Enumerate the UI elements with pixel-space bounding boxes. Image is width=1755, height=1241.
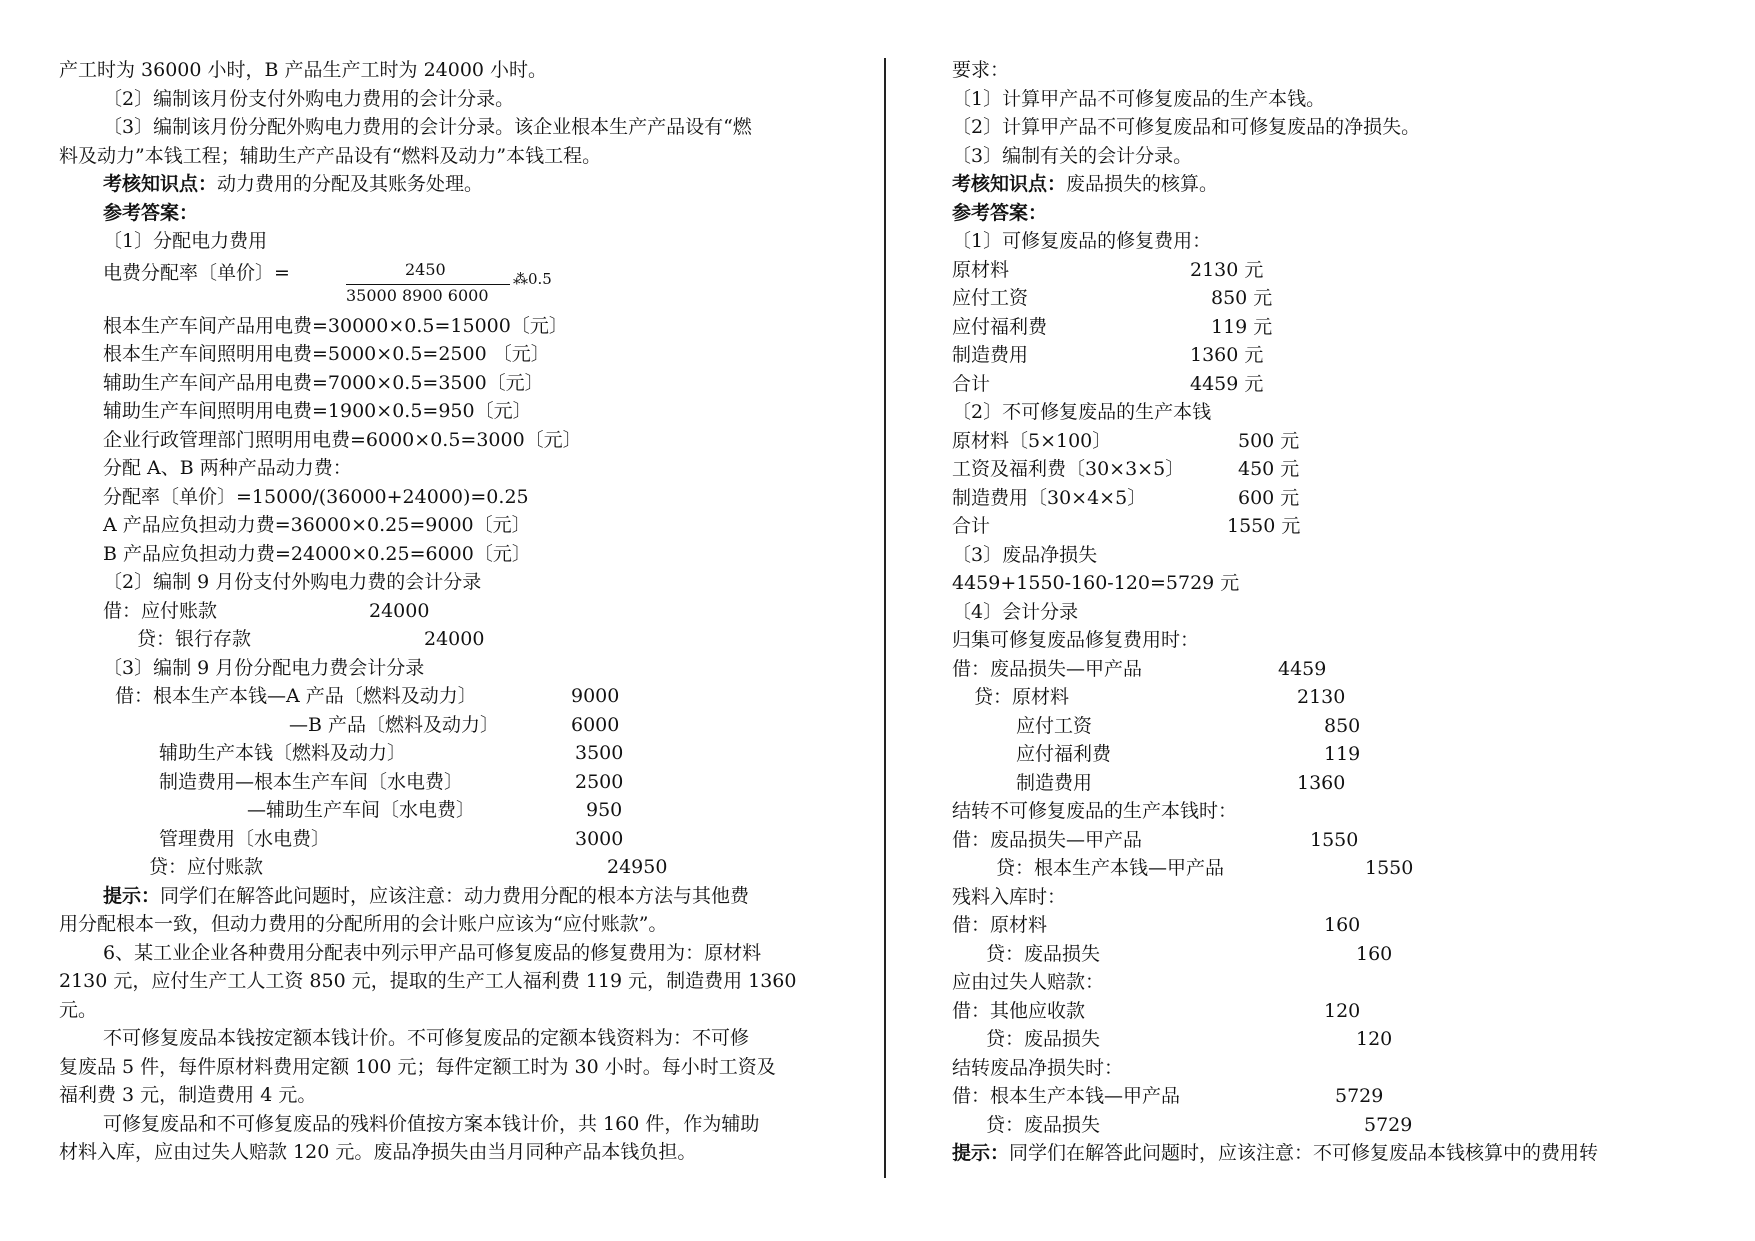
amount: 950 (586, 799, 623, 821)
rate-result: ⁂0.5 (513, 269, 552, 288)
text-line: 福利费 3 元，制造费用 4 元。 (59, 1084, 317, 1106)
text-line: 辅助生产车间照明用电费=1900×0.5=950〔元〕 (103, 400, 532, 422)
text-line: 〔2〕不可修复废品的生产本钱 (952, 401, 1212, 423)
text-line: 根本生产车间产品用电费=30000×0.5=15000〔元〕 (103, 314, 568, 337)
text-line: 〔1〕分配电力费用 (103, 230, 268, 252)
tip-label: 提示： (952, 1142, 1010, 1164)
text-line: 结转废品净损失时： (952, 1056, 1124, 1079)
journal-line (59, 825, 864, 854)
account-name: 原材料 (952, 258, 1010, 281)
answer-heading: 参考答案： (103, 201, 199, 224)
text-line: 辅助生产车间产品用电费=7000×0.5=3500〔元〕 (103, 371, 544, 394)
account-name: 借：废品损失—甲产品 (952, 828, 1143, 851)
text-line: 〔2〕编制该月份支付外购电力费用的会计分录。 (103, 87, 515, 110)
account-name: 贷：废品损失 (986, 1028, 1101, 1050)
amount: 450 元 (1238, 458, 1300, 480)
amount: 1550 (1310, 828, 1359, 851)
amount: 1360 (1297, 771, 1346, 794)
amount: 2130 (1297, 686, 1346, 708)
amount: 1550 元 (1227, 515, 1301, 537)
account-name: 借：废品损失—甲产品 (952, 657, 1143, 680)
account-name: 借：原材料 (952, 914, 1048, 936)
table-row (952, 911, 1722, 940)
account-name: 贷：银行存款 (137, 628, 252, 650)
amount: 9000 (571, 685, 620, 707)
text-line: 〔1〕可修复废品的修复费用： (952, 230, 1212, 252)
journal-line (59, 768, 864, 797)
text-line: 应由过失人赔款： (952, 971, 1105, 993)
table-row (952, 1111, 1722, 1140)
repair-cost-table (952, 256, 1722, 399)
amount: 1360 元 (1190, 344, 1264, 366)
tip-text: 同学们在解答此问题时，应该注意：动力费用分配的根本方法与其他费 (160, 884, 750, 907)
amount: 160 (1324, 914, 1361, 936)
text-line: 〔3〕编制 9 月份分配电力费会计分录 (103, 656, 425, 679)
amount: 5729 (1364, 1113, 1413, 1136)
left-column (59, 56, 864, 1167)
text-line: 〔3〕编制有关的会计分录。 (952, 144, 1193, 167)
journal-entry (952, 997, 1722, 1054)
journal-line (59, 597, 864, 626)
journal-line (59, 711, 864, 740)
amount: 120 (1356, 1028, 1393, 1050)
table-row (952, 313, 1722, 342)
text-line: 〔2〕计算甲产品不可修复废品和可修复废品的净损失。 (952, 116, 1421, 138)
account-name: 应付工资 (1016, 714, 1093, 737)
text-line: 可修复废品和不可修复废品的残料价值按方案本钱计价，共 160 件，作为辅助 (103, 1112, 760, 1135)
table-row (952, 1082, 1722, 1111)
table-row (952, 769, 1722, 798)
text-line: 复废品 5 件，每件原材料费用定额 100 元；每件定额工时为 30 小时。每小时工资及 (59, 1055, 776, 1078)
amount: 2130 元 (1190, 258, 1264, 281)
account-name: 合计 (952, 372, 991, 395)
text-line: 〔4〕会计分录 (952, 600, 1079, 623)
amount: 2500 (575, 770, 624, 793)
knowledge-point (59, 170, 864, 199)
scrap-cost-table (952, 427, 1722, 541)
rate-fraction (59, 256, 864, 312)
journal-entry (952, 911, 1722, 968)
kp-label: 考核知识点： (103, 173, 218, 195)
table-row (952, 683, 1722, 712)
fraction-bar (346, 284, 510, 285)
account-name: 应付福利费 (1016, 743, 1112, 765)
journal-line (59, 739, 864, 768)
amount: 24000 (424, 628, 485, 650)
tip (952, 1139, 1722, 1168)
text-line: 2130 元，应付生产工人工资 850 元，提取的生产工人福利费 119 元，制造费用 1360 (59, 970, 797, 992)
text-line: 结转不可修复废品的生产本钱时： (952, 800, 1238, 822)
text-line: 残料入库时： (952, 885, 1067, 908)
account-name: 应付工资 (952, 287, 1029, 309)
kp-text: 动力费用的分配及其账务处理。 (217, 173, 484, 195)
text-line: 不可修复废品本钱按定额本钱计价。不可修复废品的定额本钱资料为：不可修 (103, 1027, 750, 1049)
kp-label: 考核知识点： (952, 173, 1067, 195)
right-column (952, 56, 1722, 1168)
text-line: 4459+1550-160-120=5729 元 (952, 572, 1240, 594)
account-name: 借：根本生产本钱—甲产品 (952, 1085, 1181, 1107)
account-name: 应付福利费 (952, 315, 1048, 338)
text-line: 6、某工业企业各种费用分配表中列示甲产品可修复废品的修复费用为：原材料 (103, 941, 762, 964)
rate-label: 电费分配率〔单价〕= (103, 261, 290, 284)
amount: 500 元 (1238, 429, 1300, 452)
amount: 850 元 (1211, 287, 1273, 309)
text-line: 〔3〕编制该月份分配外购电力费用的会计分录。该企业根本生产产品设有“燃 (103, 116, 752, 138)
table-row (952, 341, 1722, 370)
tip (59, 882, 864, 911)
account-name: 贷：废品损失 (986, 942, 1101, 965)
amount: 3000 (575, 827, 624, 850)
text-line: B 产品应负担动力费=24000×0.25=6000〔元〕 (103, 542, 531, 565)
rate-denominator: 35000 8900 6000 (346, 285, 489, 305)
table-row (952, 512, 1722, 541)
amount: 6000 (571, 713, 620, 736)
text-line: 产工时为 36000 小时，B 产品生产工时为 24000 小时。 (59, 59, 548, 81)
amount: 850 (1324, 714, 1361, 737)
account-name: 制造费用—根本生产车间〔水电费〕 (159, 770, 464, 793)
table-row (952, 455, 1722, 484)
account-name: —B 产品〔燃料及动力〕 (289, 713, 500, 736)
account-name: 制造费用 (952, 344, 1029, 366)
text-line: 材料入库，应由过失人赔款 120 元。废品净损失由当月同种产品本钱负担。 (59, 1141, 697, 1163)
table-row (952, 997, 1722, 1026)
table-row (952, 284, 1722, 313)
amount: 120 (1324, 999, 1361, 1022)
journal-line (59, 682, 864, 711)
answer-heading: 参考答案： (952, 201, 1048, 224)
amount: 160 (1356, 942, 1393, 965)
knowledge-point (952, 170, 1722, 199)
text-line: 分配 A、B 两种产品动力费： (103, 457, 352, 479)
account-name: 制造费用〔30×4×5〕 (952, 486, 1147, 509)
amount: 600 元 (1238, 486, 1300, 509)
text-line: 分配率〔单价〕=15000/(36000+24000)=0.25 (103, 485, 529, 508)
amount: 3500 (575, 742, 624, 764)
account-name: 原材料〔5×100〕 (952, 429, 1112, 452)
journal-entry (952, 655, 1722, 798)
text-line: 要求： (952, 59, 1010, 81)
text-line: 元。 (59, 998, 98, 1021)
text-line: 〔2〕编制 9 月份支付外购电力费的会计分录 (103, 571, 482, 593)
table-row (952, 427, 1722, 456)
journal-entry (952, 826, 1722, 883)
account-name: 贷：应付账款 (149, 856, 264, 878)
text-line: 〔3〕废品净损失 (952, 543, 1098, 566)
account-name: 贷：原材料 (974, 686, 1070, 708)
journal-entry (952, 1082, 1722, 1139)
kp-text: 废品损失的核算。 (1066, 173, 1219, 195)
account-name: 制造费用 (1016, 771, 1093, 794)
text-line: 〔1〕计算甲产品不可修复废品的生产本钱。 (952, 87, 1326, 110)
text-line: 归集可修复废品修复费用时： (952, 629, 1200, 651)
account-name: 辅助生产本钱〔燃料及动力〕 (159, 742, 407, 764)
text-line: 料及动力”本钱工程；辅助生产产品设有“燃料及动力”本钱工程。 (59, 144, 602, 167)
account-name: 管理费用〔水电费〕 (159, 827, 331, 850)
account-name: 合计 (952, 515, 991, 537)
tip-text: 同学们在解答此问题时，应该注意：不可修复废品本钱核算中的费用转 (1009, 1142, 1599, 1164)
account-name: 借：根本生产本钱—A 产品〔燃料及动力〕 (115, 685, 477, 707)
account-name: 工资及福利费〔30×3×5〕 (952, 458, 1185, 480)
account-name: —辅助生产车间〔水电费〕 (247, 799, 476, 821)
tip-label: 提示： (103, 884, 161, 907)
amount: 4459 (1278, 657, 1327, 680)
amount: 4459 元 (1190, 372, 1264, 395)
table-row (952, 256, 1722, 285)
account-name: 借：应付账款 (103, 599, 218, 622)
amount: 119 元 (1211, 315, 1273, 338)
amount: 1550 (1365, 857, 1414, 879)
amount: 5729 (1335, 1085, 1384, 1107)
text-line: A 产品应负担动力费=36000×0.25=9000〔元〕 (103, 514, 531, 536)
table-row (952, 370, 1722, 399)
amount: 24950 (607, 856, 668, 878)
rate-numerator: 2450 (405, 259, 446, 279)
table-row (952, 940, 1722, 969)
journal-line (59, 796, 864, 825)
text-line: 用分配根本一致，但动力费用的分配所用的会计账户应该为“应付账款”。 (59, 913, 668, 935)
table-row (952, 854, 1722, 883)
table-row (952, 712, 1722, 741)
account-name: 贷：根本生产本钱—甲产品 (996, 857, 1225, 879)
amount: 24000 (369, 599, 430, 622)
text-line: 根本生产车间照明用电费=5000×0.5=2500 〔元〕 (103, 343, 550, 365)
account-name: 借：其他应收款 (952, 999, 1086, 1022)
table-row (952, 740, 1722, 769)
table-row (952, 484, 1722, 513)
text-line: 企业行政管理部门照明用电费=6000×0.5=3000〔元〕 (103, 428, 582, 451)
table-row (952, 655, 1722, 684)
account-name: 贷：废品损失 (986, 1113, 1101, 1136)
column-divider (884, 58, 886, 1178)
table-row (952, 1025, 1722, 1054)
journal-line (59, 625, 864, 654)
table-row (952, 826, 1722, 855)
amount: 119 (1324, 743, 1361, 765)
journal-line (59, 853, 864, 882)
